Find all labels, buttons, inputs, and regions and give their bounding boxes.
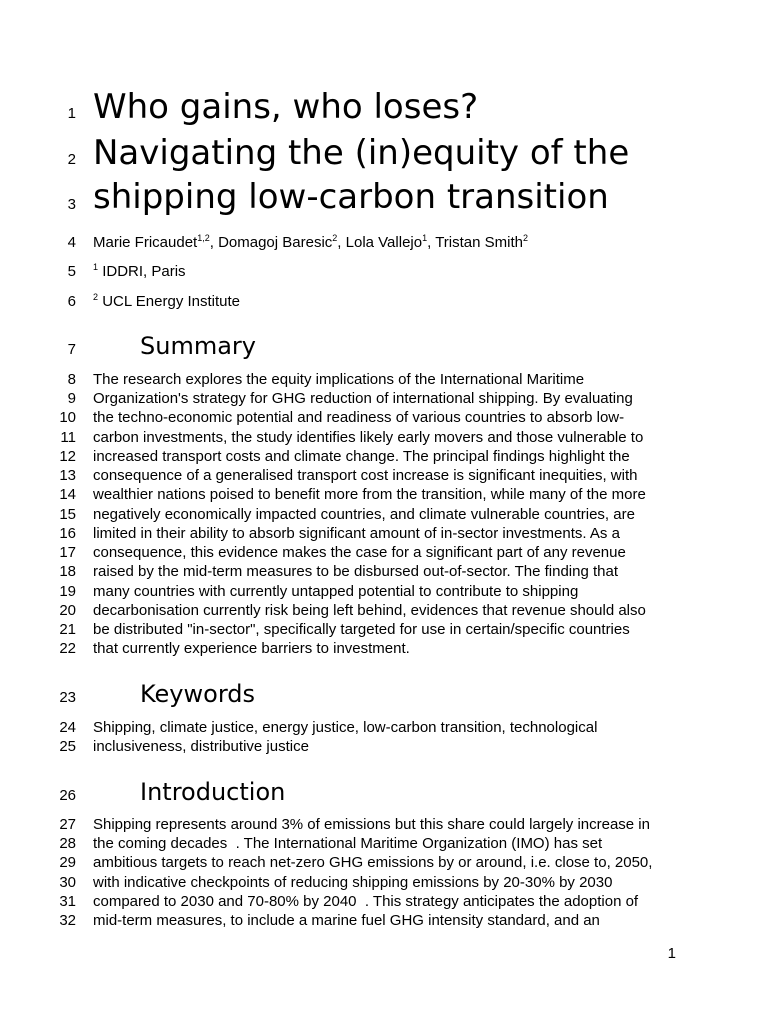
line-number: 4	[67, 234, 76, 251]
title-line-2: Navigating the (in)equity of the	[93, 133, 630, 173]
line-number: 27	[59, 816, 76, 833]
line-number: 11	[60, 429, 76, 446]
affiliation-2	[93, 293, 240, 310]
summary-line: increased transport costs and climate change. The principal findings highlight the	[93, 448, 630, 465]
summary-line: negatively economically impacted countries, and climate vulnerable countries, are	[93, 506, 635, 523]
summary-line: wealthier nations poised to benefit more from the transition, while many of the more	[93, 486, 646, 503]
summary-line: the techno-economic potential and readiness of various countries to absorb low-	[93, 409, 625, 426]
line-number: 15	[59, 506, 76, 523]
affiliation-name: IDDRI, Paris	[102, 263, 186, 280]
line-number: 8	[67, 371, 76, 388]
author-affiliation-marker: 2	[522, 233, 528, 243]
introduction-heading: Introduction	[140, 778, 286, 806]
line-number: 25	[59, 738, 76, 755]
line-number: 18	[59, 563, 76, 580]
introduction-line: the coming decades . The International Maritime Organization (IMO) has set	[93, 835, 603, 852]
page-number: 1	[667, 945, 676, 962]
introduction-line: compared to 2030 and 70-80% by 2040 . This strategy anticipates the adoption of	[93, 893, 639, 910]
summary-line: Organization's strategy for GHG reduction of international shipping. By evaluating	[93, 390, 633, 407]
line-number: 10	[59, 409, 76, 426]
line-number: 21	[59, 621, 76, 638]
line-number: 19	[59, 583, 76, 600]
author-affiliation-marker: 1,2	[197, 233, 210, 243]
line-number: 22	[59, 640, 76, 657]
author-affiliation-marker: 1	[422, 233, 428, 243]
summary-line: carbon investments, the study identifies likely early movers and those vulnerable to	[93, 429, 644, 446]
author-separator: ,	[337, 234, 346, 251]
author-name: Domagoj Baresic	[218, 234, 333, 251]
line-number: 7	[67, 341, 76, 358]
author-separator: ,	[427, 234, 436, 251]
line-number: 30	[59, 874, 76, 891]
summary-line: decarbonisation currently risk being left behind, evidences that revenue should also	[93, 602, 646, 619]
summary-line: consequence of a generalised transport cost increase is significant inequities, with	[93, 467, 638, 484]
summary-line: many countries with currently untapped potential to contribute to shipping	[93, 583, 579, 600]
keywords-line: Shipping, climate justice, energy justice, low-carbon transition, technological	[93, 719, 598, 736]
line-number: 1	[67, 105, 76, 122]
line-number: 12	[59, 448, 76, 465]
author-name: Marie Fricaudet	[93, 234, 198, 251]
line-number: 23	[59, 689, 76, 706]
line-number: 20	[59, 602, 76, 619]
title-line-3: shipping low-carbon transition	[93, 177, 609, 217]
line-number: 28	[59, 835, 76, 852]
line-number: 14	[59, 486, 76, 503]
line-number: 9	[67, 390, 76, 407]
line-number: 6	[67, 293, 76, 310]
summary-line: consequence, this evidence makes the case for a significant part of any revenue	[93, 544, 626, 561]
line-number: 29	[59, 854, 76, 871]
author-name: Lola Vallejo	[345, 234, 423, 251]
summary-line: that currently experience barriers to investment.	[93, 640, 410, 657]
affiliation-name: UCL Energy Institute	[102, 293, 241, 310]
keywords-heading: Keywords	[140, 680, 256, 708]
summary-line: raised by the mid-term measures to be disbursed out-of-sector. The finding that	[93, 563, 618, 580]
author-affiliation-marker: 2	[332, 233, 338, 243]
summary-heading: Summary	[140, 332, 256, 360]
line-number: 3	[67, 196, 76, 213]
introduction-line: ambitious targets to reach net-zero GHG emissions by or around, i.e. close to, 2050,	[93, 854, 653, 871]
affiliation-marker: 2	[93, 292, 99, 302]
affiliation-1	[93, 263, 186, 280]
line-number: 32	[59, 912, 76, 929]
author-list	[93, 234, 528, 251]
introduction-line: Shipping represents around 3% of emissions but this share could largely increase in	[93, 816, 650, 833]
line-number: 16	[59, 525, 76, 542]
line-number: 31	[59, 893, 76, 910]
title-line-1: Who gains, who loses?	[93, 87, 479, 127]
summary-line: be distributed "in-sector", specifically targeted for use in certain/specific countries	[93, 621, 630, 638]
author-name: Tristan Smith	[435, 234, 523, 251]
summary-line: limited in their ability to absorb significant amount of in-sector investments. As a	[93, 525, 620, 542]
author-separator: ,	[209, 234, 219, 251]
affiliation-marker: 1	[93, 262, 99, 272]
line-number: 5	[67, 263, 76, 280]
line-number: 13	[59, 467, 76, 484]
keywords-line: inclusiveness, distributive justice	[93, 738, 309, 755]
summary-line: The research explores the equity implications of the International Maritime	[93, 371, 585, 388]
introduction-line: mid-term measures, to include a marine fuel GHG intensity standard, and an	[93, 912, 600, 929]
line-number: 17	[59, 544, 76, 561]
line-number: 24	[59, 719, 76, 736]
introduction-line: with indicative checkpoints of reducing shipping emissions by 20-30% by 2030	[93, 874, 613, 891]
line-number: 2	[67, 151, 76, 168]
line-number: 26	[59, 787, 76, 804]
